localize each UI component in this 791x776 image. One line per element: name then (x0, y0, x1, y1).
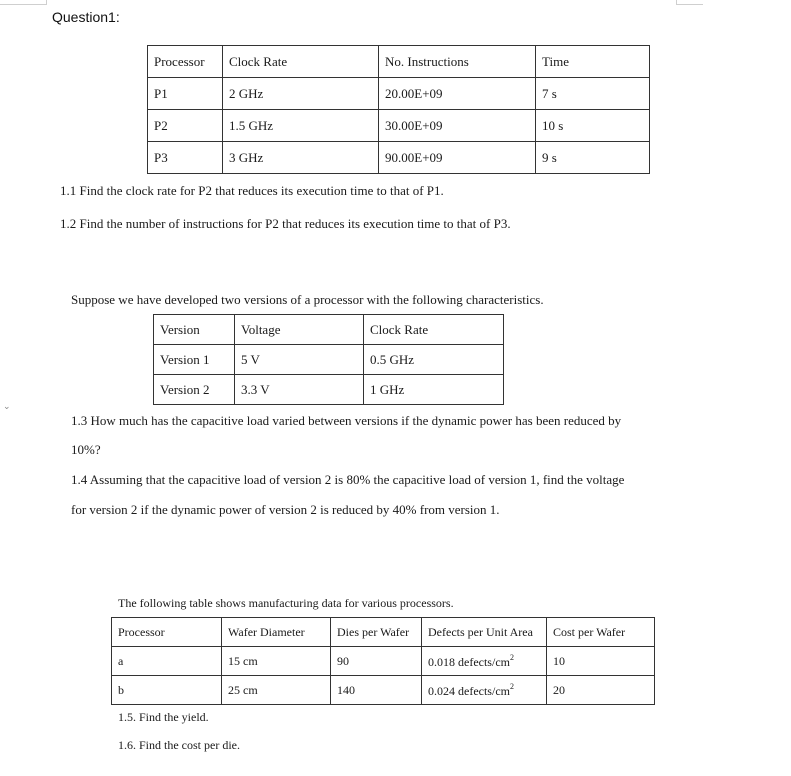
page-corner-mark-left (0, 0, 47, 5)
table-cell: 3 GHz (223, 142, 379, 174)
table-cell: b (112, 676, 222, 705)
table-cell: 15 cm (222, 647, 331, 676)
table-header-cell: Version (154, 315, 235, 345)
table-row (148, 110, 650, 142)
question-1-3: 1.3 How much has the capacitive load varied between versions if the dynamic power has been reduced by (71, 413, 622, 428)
table-cell: 1 GHz (364, 375, 504, 405)
section-2-intro: Suppose we have developed two versions of a processor with the following characteristics. (71, 292, 544, 307)
table-cell: 10 (547, 647, 655, 676)
table-cell: Version 1 (154, 345, 235, 375)
table-cell: 90.00E+09 (379, 142, 536, 174)
table-header-cell: Wafer Diameter (222, 618, 331, 647)
table-cell: 30.00E+09 (379, 110, 536, 142)
table-row (148, 142, 650, 174)
defects-value: 0.018 defects/cm (428, 654, 510, 669)
table-cell: a (112, 647, 222, 676)
table-cell: 3.3 V (235, 375, 364, 405)
question-1-1: 1.1 Find the clock rate for P2 that reduces its execution time to that of P1. (60, 183, 444, 198)
defects-value: 0.024 defects/cm (428, 683, 510, 698)
table-header-cell: Clock Rate (364, 315, 504, 345)
question-1-4-continued: for version 2 if the dynamic power of version 2 is reduced by 40% from version 1. (71, 502, 500, 517)
table-row (112, 647, 655, 676)
table-header-cell: Cost per Wafer (547, 618, 655, 647)
table-cell: 20.00E+09 (379, 78, 536, 110)
processor-performance-table (147, 45, 650, 174)
defects-exponent: 2 (509, 681, 514, 691)
processor-versions-table (153, 314, 504, 405)
table-header-cell: No. Instructions (379, 46, 536, 78)
question-1-6: 1.6. Find the cost per die. (118, 738, 240, 752)
table-header-cell: Processor (112, 618, 222, 647)
table-header-cell: Defects per Unit Area (422, 618, 547, 647)
table-header-cell: Time (536, 46, 650, 78)
table-cell: Version 2 (154, 375, 235, 405)
table-row (148, 78, 650, 110)
question-1-5: 1.5. Find the yield. (118, 710, 209, 724)
table-cell: P2 (148, 110, 223, 142)
table-cell (422, 676, 547, 705)
table-cell: 1.5 GHz (223, 110, 379, 142)
table-header-cell: Processor (148, 46, 223, 78)
table-cell: 20 (547, 676, 655, 705)
table-cell (422, 647, 547, 676)
table-row (154, 345, 504, 375)
question-heading: Question1: (52, 9, 120, 25)
page-corner-mark-right (676, 0, 703, 5)
table-cell: 10 s (536, 110, 650, 142)
table-cell: 7 s (536, 78, 650, 110)
defects-exponent: 2 (509, 652, 514, 662)
collapse-caret-icon[interactable]: ⌄ (3, 402, 11, 412)
table-header-cell: Voltage (235, 315, 364, 345)
table-header-row (154, 315, 504, 345)
question-1-4: 1.4 Assuming that the capacitive load of version 2 is 80% the capacitive load of version 1, find the voltage (71, 472, 625, 487)
table-cell: 9 s (536, 142, 650, 174)
table-cell: 140 (331, 676, 422, 705)
table-row (112, 676, 655, 705)
section-3-intro: The following table shows manufacturing data for various processors. (118, 596, 454, 610)
table-cell: 0.5 GHz (364, 345, 504, 375)
table-cell: 25 cm (222, 676, 331, 705)
table-header-row (112, 618, 655, 647)
table-cell: P3 (148, 142, 223, 174)
table-header-row (148, 46, 650, 78)
table-header-cell: Clock Rate (223, 46, 379, 78)
table-row (154, 375, 504, 405)
table-cell: 90 (331, 647, 422, 676)
table-cell: 5 V (235, 345, 364, 375)
question-1-3-continued: 10%? (71, 442, 101, 457)
table-cell: 2 GHz (223, 78, 379, 110)
table-header-cell: Dies per Wafer (331, 618, 422, 647)
table-cell: P1 (148, 78, 223, 110)
manufacturing-data-table (111, 617, 655, 705)
question-1-2: 1.2 Find the number of instructions for P2 that reduces its execution time to that of P3. (60, 216, 511, 231)
